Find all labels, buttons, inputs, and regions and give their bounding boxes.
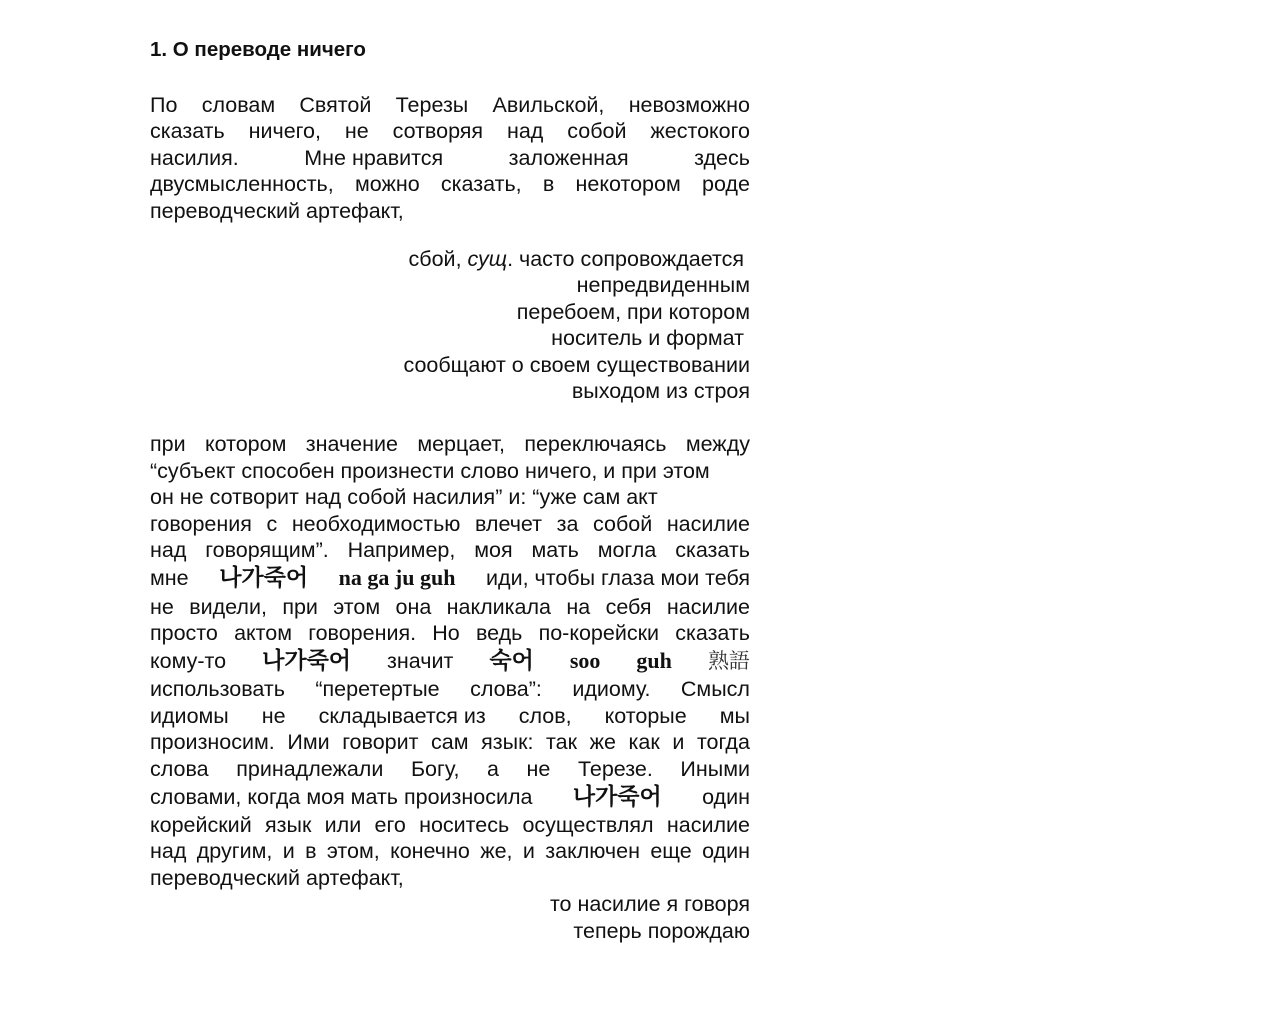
word: Мне нравится (304, 145, 444, 170)
word: слов, (518, 703, 572, 728)
word: конечно (390, 839, 470, 864)
word: сотворяя (392, 119, 484, 144)
verse-line: перебоем, при котором (516, 299, 750, 324)
verse-line: теперь порождаю (573, 918, 750, 943)
word: говорения (150, 511, 252, 536)
abbreviation-italic: сущ (467, 247, 508, 272)
word: а (487, 756, 499, 781)
text-fragment: иди, чтобы глаза мои тебя (486, 566, 750, 591)
word: ничего, (248, 119, 321, 144)
paragraph-main (150, 431, 750, 891)
text-fragment: словами, когда моя мать произносила (150, 784, 533, 809)
word: как (628, 730, 660, 755)
word: между (685, 432, 750, 457)
word: значение (305, 432, 398, 457)
romanization: soo (569, 648, 601, 674)
word: мы (719, 703, 750, 728)
word: над (150, 839, 187, 864)
word: моя (474, 538, 513, 563)
text-line (150, 511, 750, 537)
word: же (589, 730, 616, 755)
word: здесь (694, 145, 750, 170)
verse-line: сообщают о своем существовании (403, 352, 750, 377)
word: осуществлял (522, 812, 654, 837)
word: Смысл (680, 677, 750, 702)
text-line: “субъект способен произнести слово ничего, и при этом (150, 458, 710, 483)
word: же, (480, 839, 513, 864)
text-line (150, 782, 750, 812)
word: Авильской, (492, 93, 605, 117)
word: сказать (675, 620, 750, 645)
word: кому-то (150, 649, 227, 674)
verse-line: непредвиденным (576, 273, 750, 298)
word: Например, (347, 538, 456, 563)
text-line: он не сотворит над собой насилия” и: “уже сам акт (150, 485, 658, 510)
text-line (150, 620, 750, 646)
word: сказать, (440, 172, 522, 197)
word: Богу, (410, 756, 460, 781)
word: один (702, 784, 750, 809)
text-line (150, 92, 750, 118)
word: невозможно (628, 93, 750, 117)
word: значит (387, 649, 454, 674)
word: насилие (666, 594, 750, 619)
verse-line (150, 246, 750, 272)
word: произносим. (150, 730, 275, 755)
word: Иными (680, 756, 750, 781)
word: “перетертые (315, 677, 440, 702)
word: Ими (287, 730, 330, 755)
word: идиому. (572, 677, 651, 702)
romanization: guh (636, 648, 672, 674)
word: Терезе. (577, 756, 653, 781)
word: так (546, 730, 578, 755)
word: один (702, 839, 750, 864)
word: тогда (696, 730, 750, 755)
word: говорения. (308, 620, 417, 645)
word: язык (265, 812, 312, 837)
word: или (324, 812, 362, 837)
word: складывается из (318, 703, 486, 728)
word: насилия. (150, 145, 239, 170)
text-line (150, 145, 750, 171)
word: сказать (675, 538, 750, 563)
text-line: переводческий артефакт, (150, 198, 404, 223)
word: не (526, 756, 551, 781)
word: язык: (481, 730, 534, 755)
word: сказать (150, 119, 225, 144)
word: и (672, 730, 685, 755)
text-line (150, 676, 750, 702)
word: себя (605, 594, 652, 619)
word: использовать (150, 677, 285, 702)
text-line (150, 594, 750, 620)
word: Святой (299, 93, 372, 117)
document-page (150, 36, 750, 944)
word: другим, (196, 839, 273, 864)
text-line (150, 564, 750, 594)
verse-line: то насилие я говоря (549, 892, 750, 917)
korean-phrase: 나가죽어 (262, 648, 352, 675)
verse-text: . часто сопровождается (507, 247, 744, 272)
korean-phrase: 나가죽어 (219, 565, 309, 592)
word: она (395, 594, 432, 619)
word: можно (354, 172, 420, 197)
word: по-корейски (538, 620, 660, 645)
word: насилие (666, 511, 750, 536)
word: мерцает, (417, 432, 505, 457)
word: не (150, 594, 174, 619)
word: над (506, 119, 544, 144)
word: просто (150, 620, 218, 645)
word: котором (204, 432, 287, 457)
word: жестокого (650, 119, 750, 144)
word: Но (432, 620, 460, 645)
text-line (150, 812, 750, 838)
word: необходимостью (291, 511, 461, 536)
word: с (266, 511, 278, 536)
word: говорит (342, 730, 419, 755)
word: заложенная (508, 145, 629, 170)
word: при (150, 432, 186, 457)
text-line (150, 537, 750, 563)
text-line (150, 646, 750, 676)
verse-text: сбой, (408, 247, 468, 272)
hanja-word: 熟語 (707, 649, 750, 674)
word: некотором (575, 172, 681, 197)
word: в (542, 172, 555, 197)
text-line (150, 838, 750, 864)
verse-block-1 (150, 246, 750, 404)
text-line (150, 703, 750, 729)
word: ведь (475, 620, 523, 645)
verse-line: носитель и формат (551, 326, 744, 351)
word: накликала (446, 594, 552, 619)
word: и (282, 839, 295, 864)
word: на (566, 594, 591, 619)
section-heading: 1. О переводе ничего (150, 38, 366, 61)
word: переключаясь (524, 432, 667, 457)
text-line (150, 171, 750, 197)
korean-phrase: 나가죽어 (572, 783, 662, 810)
verse-block-2 (150, 891, 750, 944)
word: собой (593, 511, 653, 536)
word: и (522, 839, 535, 864)
word: еще (650, 839, 692, 864)
text-line (150, 431, 750, 457)
word: мне (150, 566, 189, 591)
text-line: переводческий артефакт, (150, 865, 404, 890)
word: говорящим”. (205, 538, 329, 563)
paragraph-intro (150, 92, 750, 224)
word: его (374, 812, 406, 837)
word: собой (567, 119, 627, 144)
word: заключен (545, 839, 640, 864)
word: не (261, 703, 286, 728)
word: в (305, 839, 317, 864)
word: влечет (475, 511, 543, 536)
word: видели, (189, 594, 267, 619)
verse-line: выходом из строя (571, 379, 750, 404)
word: мать (531, 538, 579, 563)
word: насилие (666, 812, 750, 837)
korean-word: 숙어 (489, 648, 534, 675)
word: корейский (150, 812, 252, 837)
word: не (344, 119, 369, 144)
word: роде (701, 172, 750, 197)
word: сам (431, 730, 469, 755)
word: принадлежали (236, 756, 384, 781)
word: идиомы (150, 703, 229, 728)
word: актом (234, 620, 293, 645)
word: По (150, 93, 178, 117)
word: над (150, 538, 187, 563)
word: словам (201, 93, 276, 117)
word: этом, (326, 839, 380, 864)
word: носитесь (419, 812, 510, 837)
word: Терезы (395, 93, 469, 117)
word: которые (604, 703, 687, 728)
word: двусмысленность, (150, 172, 334, 197)
word: этом (333, 594, 381, 619)
text-line (150, 729, 750, 755)
word: при (282, 594, 318, 619)
word: могла (597, 538, 657, 563)
word: за (556, 511, 579, 536)
text-line (150, 756, 750, 782)
romanization: na ga ju guh (338, 565, 456, 591)
text-line (150, 118, 750, 144)
word: слова”: (470, 677, 542, 702)
word: слова (150, 756, 209, 781)
